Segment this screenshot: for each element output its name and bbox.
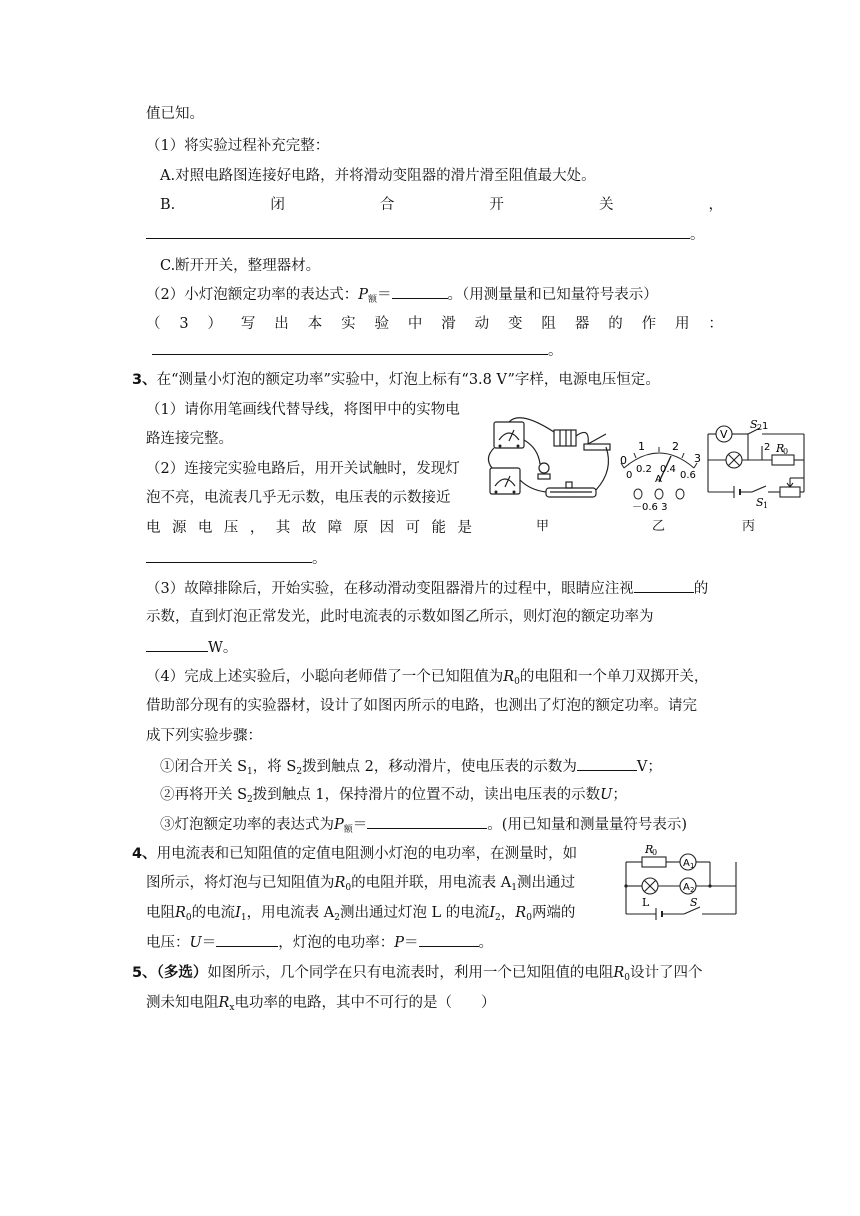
symbol-r: R — [515, 905, 527, 921]
voltmeter-device — [494, 422, 524, 448]
dial-top-tick: 1 — [638, 440, 645, 453]
q3-part3-line3 — [146, 637, 237, 658]
q2-step-b-char: 闭 — [270, 197, 285, 213]
q3-char: 是 — [457, 520, 472, 536]
q3-char: 障 — [327, 520, 343, 536]
q2-part3-char: 写 — [240, 316, 256, 332]
r0-label: R — [645, 843, 654, 856]
step-text: V； — [636, 759, 662, 775]
q4-text: ，用电流表 A — [246, 905, 335, 921]
q4-text: ， — [500, 905, 516, 921]
equals: ＝ — [404, 935, 419, 951]
q2-part3-char: 动 — [474, 316, 490, 332]
q3-char: ， — [249, 520, 265, 536]
q2-part1: （1）将实验过程补充完整： — [146, 138, 330, 154]
q2-step-b-char: 合 — [379, 197, 395, 213]
q5-text: 设计了四个 — [630, 965, 703, 981]
symbol-u: U — [189, 935, 202, 951]
contact-1-label: 1 — [762, 421, 769, 432]
q2-step-c: C.断开开关，整理器材。 — [160, 258, 321, 274]
q2-part3-char: 本 — [307, 316, 323, 332]
symbol-sub: 2 — [495, 913, 501, 923]
symbol-r: R — [613, 965, 625, 981]
q4-line3 — [146, 903, 575, 928]
q2-part3-char: 的 — [608, 316, 623, 332]
q3-part2-line1: （2）连接完实验电路后，用开关试触时，发现灯 — [146, 461, 460, 477]
q4-text: 的电阻并联，用电流表 A — [351, 875, 512, 891]
q3-char: 电 — [146, 520, 161, 536]
q2-part3-char: 3 — [179, 316, 189, 332]
q3-part4-line2: 借助部分现有的实验器材，设计了如图丙所示的电路，也测出了灯泡的额定功率。请完 — [146, 698, 697, 714]
q3-part1-line1: （1）请你用笔画线代替导线，将图甲中的实物电 — [146, 402, 460, 418]
q3-part3-text: （3）故障排除后，开始实验，在移动滑动变阻器滑片的过程中，眼睛应注视 — [146, 581, 634, 597]
q2-part3-char: 验 — [374, 316, 389, 332]
q2-part3-char: ： — [708, 316, 723, 332]
step-text: ，将 S — [252, 759, 297, 775]
q2-step-b-char: 关 — [598, 197, 614, 213]
q2-step-b-char: B. — [160, 197, 176, 213]
r0-sub: 0 — [652, 848, 658, 857]
answer-blank[interactable] — [146, 224, 690, 239]
q3-char: 源 — [171, 520, 187, 536]
q3-stem-text: 在“测量小灯泡的额定功率”实验中，灯泡上标有“3.8 V”字样，电源电压恒定。 — [156, 372, 660, 388]
q2-step-b-char: 开 — [489, 197, 504, 213]
q3-step3 — [160, 814, 687, 840]
q3-stem — [132, 370, 660, 390]
symbol-sub: x — [229, 1003, 235, 1013]
s1-sub: 1 — [763, 501, 769, 508]
symbol-sub: 1 — [247, 767, 253, 777]
q2-part2 — [146, 284, 658, 310]
q3-step1 — [160, 756, 662, 782]
equals: ＝ — [201, 935, 217, 951]
ammeter-device — [490, 468, 520, 494]
resistor-r0-symbol — [642, 857, 666, 867]
q3-char: 原 — [353, 520, 369, 536]
q4-text: 测出通过灯泡 L 的电流 — [339, 905, 490, 921]
a1-sub: 1 — [690, 862, 695, 870]
q3-part1-line2: 路连接完整。 — [146, 431, 233, 447]
step-text: ②再将开关 S — [160, 787, 248, 803]
q4-text: 测出通过 — [516, 875, 575, 891]
figure-jia-label: 甲 — [536, 519, 550, 534]
q3-char: 能 — [431, 520, 446, 536]
q2-part3-char: ） — [207, 316, 223, 332]
symbol-sub: 额 — [343, 825, 353, 835]
q2-part3-char: 滑 — [441, 316, 456, 332]
q2-step-a: A.对照电路图连接好电路，并将滑动变阻器的滑片滑至阻值最大处。 — [160, 168, 596, 184]
resistor-r0-symbol — [772, 455, 794, 465]
dial-unit: A — [655, 474, 662, 485]
answer-blank[interactable] — [419, 932, 479, 947]
step-text: ； — [612, 787, 627, 803]
q2-part3-char: 中 — [407, 316, 423, 332]
answer-blank[interactable] — [634, 578, 694, 593]
q3-part4-text: （4）完成上述实验后，小聪向老师借了一个已知阻值为 — [146, 669, 504, 685]
r0-sub: 0 — [783, 447, 789, 456]
q3-char: 因 — [379, 520, 395, 536]
symbol-r: R — [218, 995, 230, 1011]
q5-text: 如图所示，几个同学在只有电流表时，利用一个已知阻值的电阻 — [207, 965, 614, 981]
equals: ＝ — [377, 287, 392, 303]
q3-part3-line1 — [146, 578, 708, 599]
q2-part3 — [146, 314, 723, 334]
q3-part3-text: 的 — [693, 581, 709, 597]
figure-bing-label: 丙 — [742, 519, 756, 534]
q5-line2 — [146, 993, 496, 1018]
q4-text: ，灯泡的电功率： — [278, 935, 395, 951]
q3-part2-line2: 泡不亮，电流表几乎无示数，电压表的示数接近 — [146, 490, 451, 506]
q4-text: 的电流 — [191, 905, 236, 921]
symbol-u: U — [600, 787, 613, 803]
question-tag: （多选） — [156, 965, 208, 981]
q3-step2 — [160, 785, 627, 810]
q2-step-b-end: 。 — [690, 227, 705, 243]
s2-sub: 2 — [757, 423, 763, 432]
dial-bottom-tick: 0.4 — [660, 464, 676, 475]
equals: ＝ — [352, 817, 368, 833]
figure-yi-ammeter-dial — [616, 432, 702, 512]
question-number: 3、 — [132, 372, 157, 388]
q2-part3-char: 出 — [274, 316, 289, 332]
symbol-p: P — [358, 287, 368, 303]
symbol-i: I — [235, 905, 241, 921]
figure-bing-circuit — [704, 420, 814, 508]
symbol-sub: 2 — [296, 767, 303, 777]
question-number: 4、 — [132, 846, 157, 862]
answer-blank[interactable] — [146, 637, 208, 652]
dial-bottom-tick: 0.6 — [680, 470, 696, 481]
answer-blank[interactable] — [152, 340, 548, 355]
q2-part3-char: 实 — [341, 316, 356, 332]
symbol-sub: 2 — [247, 795, 253, 805]
q3-char: 电 — [197, 520, 213, 536]
q2-part3-end: 。 — [548, 343, 563, 359]
dial-bottom-tick: 0.2 — [636, 464, 652, 475]
symbol-p: P — [394, 935, 404, 951]
lamp-label: L — [642, 896, 650, 909]
s2-label: S — [750, 420, 758, 431]
q4-line1 — [132, 844, 577, 864]
q3-char: 其 — [275, 520, 291, 536]
switch-label: S — [690, 896, 698, 909]
q2-intro-line: 值已知。 — [146, 106, 204, 122]
step-text: 拨到触点 2，移动滑片，使电压表的示数为 — [302, 759, 577, 775]
q2-part2-text: （2）小灯泡额定功率的表达式： — [146, 287, 359, 303]
symbol-p: P — [334, 817, 344, 833]
dial-terminals: －0.6 3 — [632, 502, 668, 512]
q2-part2-note: 。（用测量量和已知量符号表示） — [447, 287, 658, 303]
q3-part3-unit: W。 — [208, 640, 238, 656]
question-number: 5、 — [132, 965, 157, 981]
q3-part2-end: 。 — [312, 551, 327, 567]
symbol-r: R — [175, 905, 186, 921]
q5-line1 — [132, 963, 703, 988]
answer-blank[interactable] — [577, 756, 637, 771]
answer-blank[interactable] — [146, 548, 312, 563]
symbol-sub: 0 — [514, 677, 520, 687]
figure-q4-circuit — [612, 840, 744, 928]
q3-part3-line2: 示数，直到灯泡正常发光，此时电流表的示数如图乙所示，则灯泡的额定功率为 — [146, 609, 654, 625]
symbol-sub: 1 — [240, 913, 247, 923]
answer-blank[interactable] — [392, 284, 448, 299]
step-text: 。(用已知量和测量量符号表示) — [487, 817, 688, 833]
q2-step-b — [160, 195, 723, 215]
q3-part4-line3: 成下列实验步骤： — [146, 728, 262, 744]
s1-label: S — [756, 496, 764, 508]
symbol-sub: 0 — [185, 913, 192, 923]
dial-bottom-tick: 0 — [626, 470, 633, 481]
symbol-sub: 2 — [334, 913, 340, 923]
symbol-sub: 0 — [345, 883, 352, 893]
q4-text: 图所示，将灯泡与已知阻值为 — [146, 875, 335, 891]
a1-label: A — [683, 858, 690, 869]
q3-char: 故 — [301, 520, 317, 536]
symbol-r: R — [503, 669, 515, 685]
q2-part3-char: 器 — [574, 316, 590, 332]
q2-part3-char: 变 — [508, 316, 523, 332]
rheostat-symbol — [780, 487, 800, 497]
step-text: ①闭合开关 S — [160, 759, 248, 775]
q3-part4-text: 的电阻和一个单刀双掷开关， — [519, 669, 709, 685]
step-text: 拨到触点 1，保持滑片的位置不动，读出电压表的示数 — [252, 787, 601, 803]
battery-icon — [554, 430, 576, 446]
answer-blank[interactable] — [367, 814, 487, 829]
q3-char: 可 — [405, 520, 421, 536]
dial-top-tick: 2 — [672, 440, 679, 453]
symbol-sub: 0 — [624, 973, 630, 983]
q2-part3-char: （ — [146, 316, 161, 332]
q3-part4-line1 — [146, 667, 708, 692]
switch-s1-symbol — [752, 486, 766, 492]
dial-top-tick: 3 — [694, 452, 701, 465]
q2-step-b-blank-line — [146, 224, 705, 245]
q2-part3-char: 用 — [674, 316, 690, 332]
symbol-sub: 1 — [511, 883, 517, 893]
q4-text: 电压： — [146, 935, 190, 951]
symbol-sub: 0 — [526, 913, 532, 923]
q2-part3-char: 阻 — [541, 316, 556, 332]
a2-sub: 2 — [690, 886, 695, 894]
q5-text: 测未知电阻 — [146, 995, 219, 1011]
q3-part2-line3 — [146, 518, 472, 538]
answer-blank[interactable] — [216, 932, 278, 947]
dial-top-tick: 0 — [620, 454, 627, 467]
q2-step-b-char: ， — [708, 197, 723, 213]
q4-text: 两端的 — [531, 905, 576, 921]
contact-2-label: 2 — [764, 442, 771, 453]
q4-line4 — [146, 932, 493, 953]
step-text: ③灯泡额定功率的表达式为 — [160, 817, 334, 833]
q5-text: 电功率的电路，其中不可行的是（ ） — [234, 995, 496, 1011]
symbol-sub: 额 — [368, 295, 378, 305]
q4-text: 用电流表和已知阻值的定值电阻测小灯泡的电功率，在测量时，如 — [156, 846, 578, 862]
symbol-r: R — [334, 875, 346, 891]
figure-jia-apparatus — [480, 410, 620, 510]
q3-part2-blank-line — [146, 548, 327, 569]
q2-part3-char: 作 — [641, 316, 657, 332]
q4-text: 电阻 — [146, 905, 175, 921]
q4-text: 。 — [478, 935, 493, 951]
voltmeter-label: V — [720, 428, 728, 441]
q4-line2 — [146, 873, 575, 898]
q2-part3-blank-line — [152, 340, 563, 361]
q3-char: 压 — [223, 520, 239, 536]
a2-label: A — [683, 882, 690, 893]
symbol-i: I — [489, 905, 496, 921]
r0-label: R — [776, 442, 785, 455]
figure-yi-label: 乙 — [652, 519, 666, 534]
